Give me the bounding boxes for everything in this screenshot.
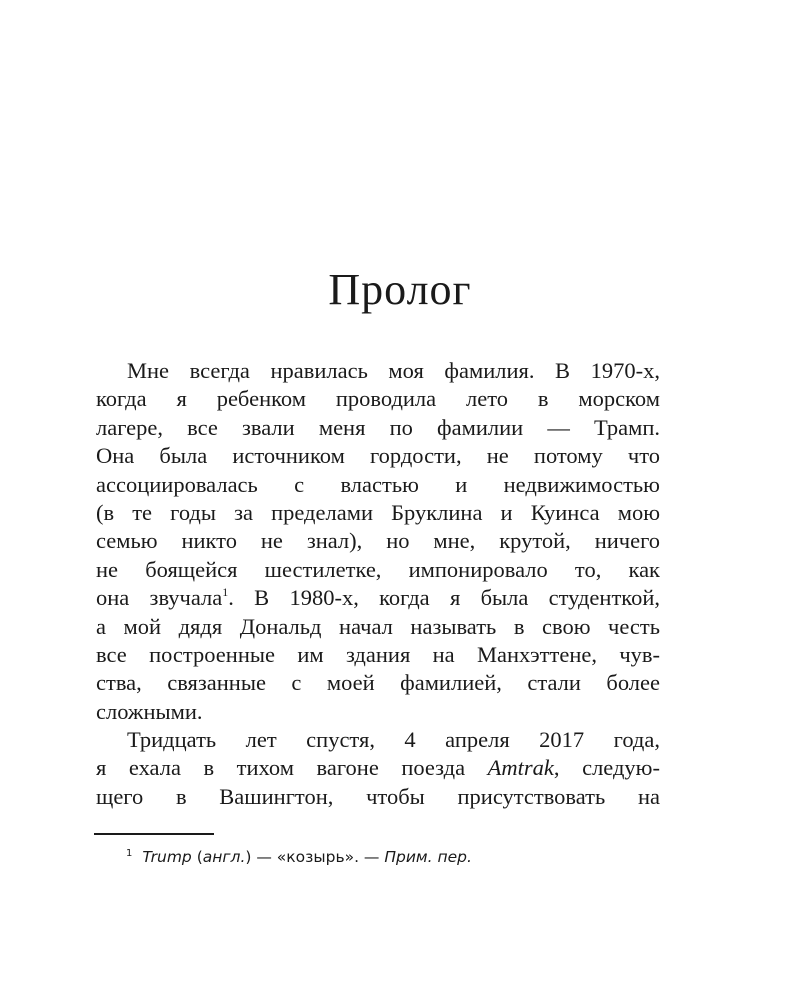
footnote-separator bbox=[94, 833, 214, 835]
footnote-term: Trump bbox=[142, 848, 192, 866]
text-line: а мой дядя Дональд начал называть в свою честь bbox=[96, 613, 660, 639]
text-line: сложными. bbox=[96, 698, 203, 724]
text-line: Тридцать лет спустя, 4 апреля 2017 года, bbox=[127, 727, 660, 753]
text-fragment: она звучала bbox=[96, 585, 223, 611]
footnote-reference[interactable]: 1 bbox=[222, 585, 229, 600]
text-line: лагере, все звали меня по фамилии — Трамп. bbox=[96, 414, 660, 440]
text-fragment: . В 1980-х, когда я была студенткой, bbox=[228, 585, 660, 611]
footnote-number: 1 bbox=[126, 848, 133, 859]
text-line: семью никто не знал), но мне, крутой, ничего bbox=[96, 528, 660, 554]
text-line: щего в Вашингтон, чтобы присутствовать на bbox=[96, 783, 660, 809]
italic-term: Amtrak bbox=[487, 755, 554, 781]
footnote bbox=[126, 846, 472, 868]
footnote-note: Прим. пер. bbox=[384, 848, 472, 866]
text-line: все построенные им здания на Манхэттене, чув- bbox=[96, 641, 660, 667]
text-line bbox=[96, 584, 660, 612]
footnote-text: ) bbox=[245, 848, 252, 866]
text-line: (в те годы за пределами Бруклина и Куинса мою bbox=[96, 499, 660, 525]
text-line: ассоциировалась с властью и недвижимостью bbox=[96, 471, 660, 497]
text-line: когда я ребенком проводила лето в морском bbox=[96, 386, 660, 412]
text-line: ства, связанные с моей фамилией, стали более bbox=[96, 670, 660, 696]
text-line: Мне всегда нравилась моя фамилия. В 1970-х, bbox=[127, 358, 660, 383]
footnote-lang: англ. bbox=[202, 848, 246, 866]
text-line: не боящейся шестилетке, импонировало то, как bbox=[96, 556, 660, 582]
body-text bbox=[96, 357, 660, 811]
chapter-title: Пролог bbox=[328, 265, 472, 314]
footnote-text: — «козырь». — bbox=[251, 848, 385, 866]
text-fragment: , следую- bbox=[553, 755, 660, 781]
footnote-text: ( bbox=[191, 848, 203, 866]
text-line: Она была источником гордости, не потому что bbox=[96, 443, 660, 469]
text-fragment: я ехала в тихом вагоне поезда bbox=[96, 755, 488, 781]
text-line bbox=[96, 754, 660, 782]
